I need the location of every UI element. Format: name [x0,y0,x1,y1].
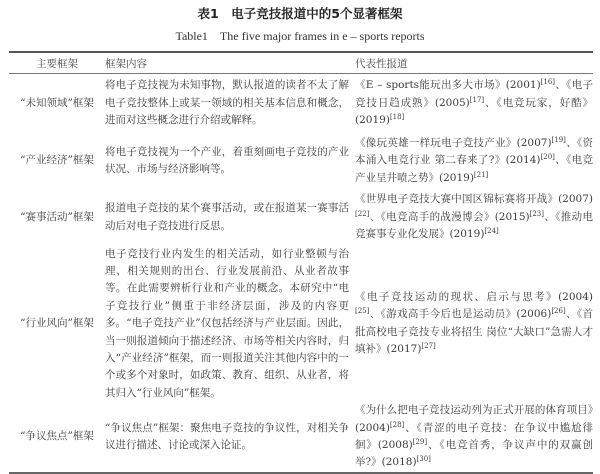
representative-reports [353,402,593,473]
report-title: 《推动电竞赛事专业化发展》(2019) [355,210,593,241]
citation-number: [16] [540,78,556,87]
report-title: 《像玩英雄一样玩电子竞技产业》(2007) [355,136,552,149]
table-row [9,133,593,190]
citation-number: [18] [389,112,405,121]
header-content: 框架内容 [105,52,353,74]
header-row [9,52,593,74]
separator: 、 [484,96,497,109]
representative-reports [353,133,593,190]
citation-number: [21] [473,170,489,179]
report-citation [355,137,577,149]
representative-reports [353,246,593,403]
report-title: 《首批高校电子竞技专业将招生 岗位“大缺口”急需人才填补》(2017) [355,308,593,356]
frame-content: 将电子竞技视为一个产业，着重刻画电子竞技的产业状况、市场与经济影响等。 [105,145,349,175]
report-title: 《为什么把电子竞技运动列为正式开展的体育项目》(2004) [355,404,593,434]
report-title: 《资本涌入电竞行业 第二春来了?》(2014) [355,136,594,167]
report-title: 《电竞首秀，争议声中的双赢创举?》(2018) [355,438,594,469]
frame-name: “未知领域”框架 [20,96,94,109]
frame-content: 电子竞技行业内发生的相关活动，如行业整顿与治理、相关规则的出台、行业发展前沿、从业者故事等。在此需要辨析行业和产业的概念。本研究中“电子竞技行业”侧重于非经济层面，涉及的内容更多。“电子竞技产业”仅包括经济与产业层面。因此，当一则报道倾向于描述经济、市场等相关内容时，归入“产业经济”框架，而一则报道关注其他内容中的一个或多个对象时，如政策、教育、组织、从业者，将其归入“行业风向”框架。 [105,247,349,399]
citation-number: [28] [389,420,405,429]
separator: 、 [555,79,567,92]
frame-content: “争议焦点”框架：聚焦电子竞技的争议性，对相关争议进行描述、讨论或深入论证。 [105,421,349,451]
separator: 、 [404,421,417,434]
report-title: 《电竞玩家，好酷》(2019) [355,96,594,126]
citation-number: [24] [484,227,499,236]
table-row [9,190,593,246]
table-row [9,246,593,403]
report-title: 《世界电子竞技大赛中国区锦标赛将开战》(2007) [355,193,593,206]
report-title: 《青涩的电子竞技：在争议中尴尬徘徊》(2008) [355,421,594,451]
citation-number: [27] [421,342,436,351]
citation-number: [19] [551,135,566,144]
frame-name: “赛事活动”框架 [20,210,94,223]
report-citation [381,211,556,223]
report-title: 《游戏高手今后也是运动员》(2006) [380,308,552,321]
frames-table [9,51,593,474]
frame-name: “产业经济”框架 [20,154,94,167]
separator: 、 [554,154,567,167]
citation-number: [17] [469,95,485,104]
separator: 、 [369,308,381,321]
table-subtitle: Table1 The five major frames in e – sports reports [175,29,425,43]
separator: 、 [565,308,577,321]
table-title: 表1 电子竞技报道中的5个显著框架 [197,6,403,21]
report-title: 《电子竞技日趋成熟》(2005) [355,79,594,109]
separator: 、 [427,438,440,451]
frame-content: 将电子竞技视为未知事物，默认报道的读者不太了解电子竞技整体上或某一领域的相关基本信息和概念，进而对这些概念进行介绍或解释。 [105,79,349,126]
frame-name: “争议焦点”框架 [20,430,94,443]
report-title: 《E – sports能玩出多大市场》(2001) [355,79,541,92]
report-title: 《电子竞技运动的现状、启示与思考》(2004) [355,291,593,304]
citation-number: [26] [551,307,566,316]
representative-reports [353,190,593,246]
citation-number: [29] [412,437,428,446]
header-refs: 代表性报道 [353,52,593,74]
separator: 、 [369,210,381,223]
frame-name: “行业风向”框架 [20,317,94,330]
separator: 、 [565,136,577,149]
table-row [9,74,593,133]
citation-number: [25] [355,307,370,316]
report-title: 《电竞产业呈井喷之势》(2019) [355,154,594,184]
citation-number: [20] [540,153,555,162]
citation-number: [23] [529,209,544,218]
report-citation [381,308,577,320]
citation-number: [22] [355,209,370,218]
separator: 、 [543,210,556,223]
citation-number: [30] [416,455,431,464]
frame-content: 报道电子竞技的某个赛事活动，或在报道某一赛事活动后对电子竞技进行反思。 [105,202,349,232]
table-row [9,402,593,473]
report-title: 《电竞高手的战漫博会》(2015) [380,210,530,223]
representative-reports [353,74,593,133]
header-frame: 主要框架 [9,52,105,74]
report-citation [355,79,566,91]
